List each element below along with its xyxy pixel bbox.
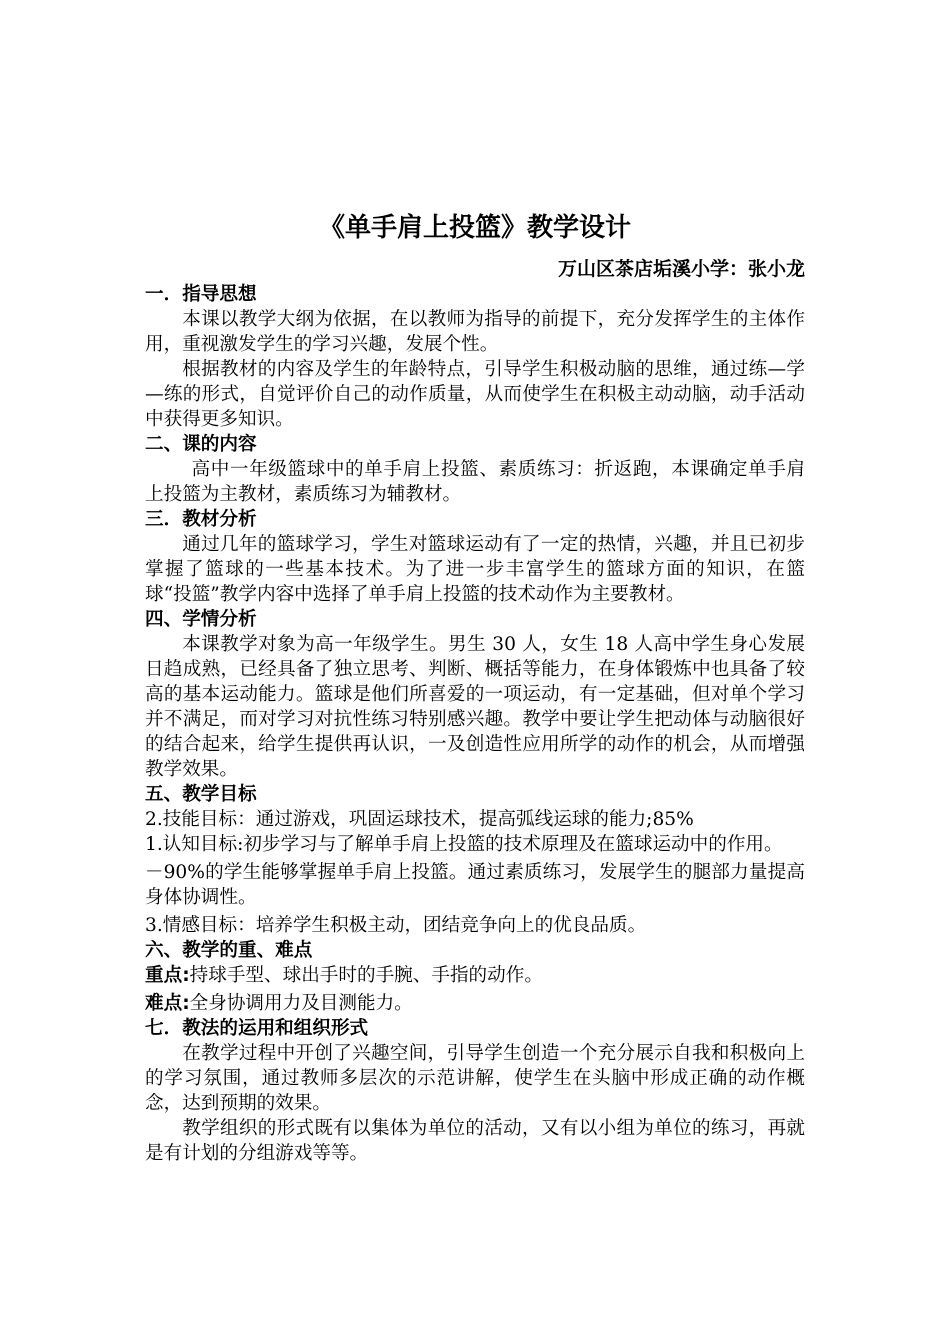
section-heading: 二、课的内容	[145, 434, 257, 455]
section-key-points	[145, 938, 805, 1016]
section-heading: 一．指导思想	[145, 284, 257, 305]
key-point-label: 重点:	[145, 965, 190, 986]
section-teaching-goals	[145, 782, 805, 938]
section-teaching-methods	[145, 1016, 805, 1166]
paragraph: 高中一年级篮球中的单手肩上投篮、素质练习：折返跑，本课确定单手肩上投篮为主教材，素质练习为辅教材。	[145, 459, 805, 505]
paragraph: 在教学过程中开创了兴趣空间，引导学生创造一个充分展示自我和积极向上的学习氛围，通过教师多层次的示范讲解，使学生在头脑中形成正确的动作概念，达到预期的效果。	[145, 1043, 805, 1114]
paragraph: 教学组织的形式既有以集体为单位的活动，又有以小组为单位的练习，再就是有计划的分组游戏等等。	[145, 1118, 805, 1164]
section-material-analysis	[145, 507, 805, 607]
paragraph: 根据教材的内容及学生的年龄特点，引导学生积极动脑的思维，通过练—学—练的形式，自觉评价自己的动作质量，从而使学生在积极主动动脑，动手活动中获得更多知识。	[145, 359, 805, 430]
key-point-text: 持球手型、球出手时的手腕、手指的动作。	[189, 965, 543, 986]
section-lesson-content	[145, 432, 805, 507]
section-learner-analysis	[145, 607, 805, 782]
difficulty-label: 难点:	[145, 993, 190, 1014]
goal-line: 3.情感目标：培养学生积极主动，团结竞争向上的优良品质。	[145, 915, 647, 936]
section-heading: 三．教材分析	[145, 509, 257, 530]
paragraph: 本课教学对象为高一年级学生。男生 30 人，女生 18 人高中学生身心发展日趋成熟，已经具备了独立思考、判断、概括等能力，在身体锻炼中也具备了较高的基本运动能力。篮球是他们所喜爱的一项运动，有一定基础，但对单个学习并不满足，而对学习对抗性练习特别感兴趣。教学中要让学生把动体与动脑很好的结合起来，给学生提供再认识，一及创造性应用所学的动作的机会，从而增强教学效果。	[145, 634, 805, 780]
goal-line: －90%的学生能够掌握单手肩上投篮。通过素质练习，发展学生的腿部力量提高身体协调性。	[145, 862, 805, 908]
difficulty-line	[145, 991, 805, 1016]
section-heading: 五、教学目标	[145, 784, 257, 805]
section-heading: 六、教学的重、难点	[145, 940, 313, 961]
goal-line: 1.认知目标:初步学习与了解单手肩上投篮的技术原理及在篮球运动中的作用。	[145, 834, 783, 855]
document-page	[145, 210, 805, 1166]
paragraph: 本课以教学大纲为依据，在以教师为指导的前提下，充分发挥学生的主体作用，重视激发学生的学习兴趣，发展个性。	[145, 309, 805, 355]
document-title: 《单手肩上投篮》教学设计	[318, 213, 631, 243]
section-heading: 四、学情分析	[145, 609, 257, 630]
goal-line: 2.技能目标：通过游戏，巩固运球技术，提高弧线运球的能力;85%	[145, 809, 694, 830]
key-point-line	[145, 963, 805, 988]
document-author: 万山区茶店垢溪小学：张小龙	[557, 258, 805, 280]
paragraph: 通过几年的篮球学习，学生对篮球运动有了一定的热情，兴趣，并且已初步掌握了篮球的一些基本技术。为了进一步丰富学生的篮球方面的知识，在篮球“投篮”教学内容中选择了单手肩上投篮的技术动作为主要教材。	[145, 534, 805, 605]
difficulty-text: 全身协调用力及目测能力。	[189, 993, 413, 1014]
section-heading: 七．教法的运用和组织形式	[145, 1018, 369, 1039]
section-guiding-thought	[145, 282, 805, 432]
